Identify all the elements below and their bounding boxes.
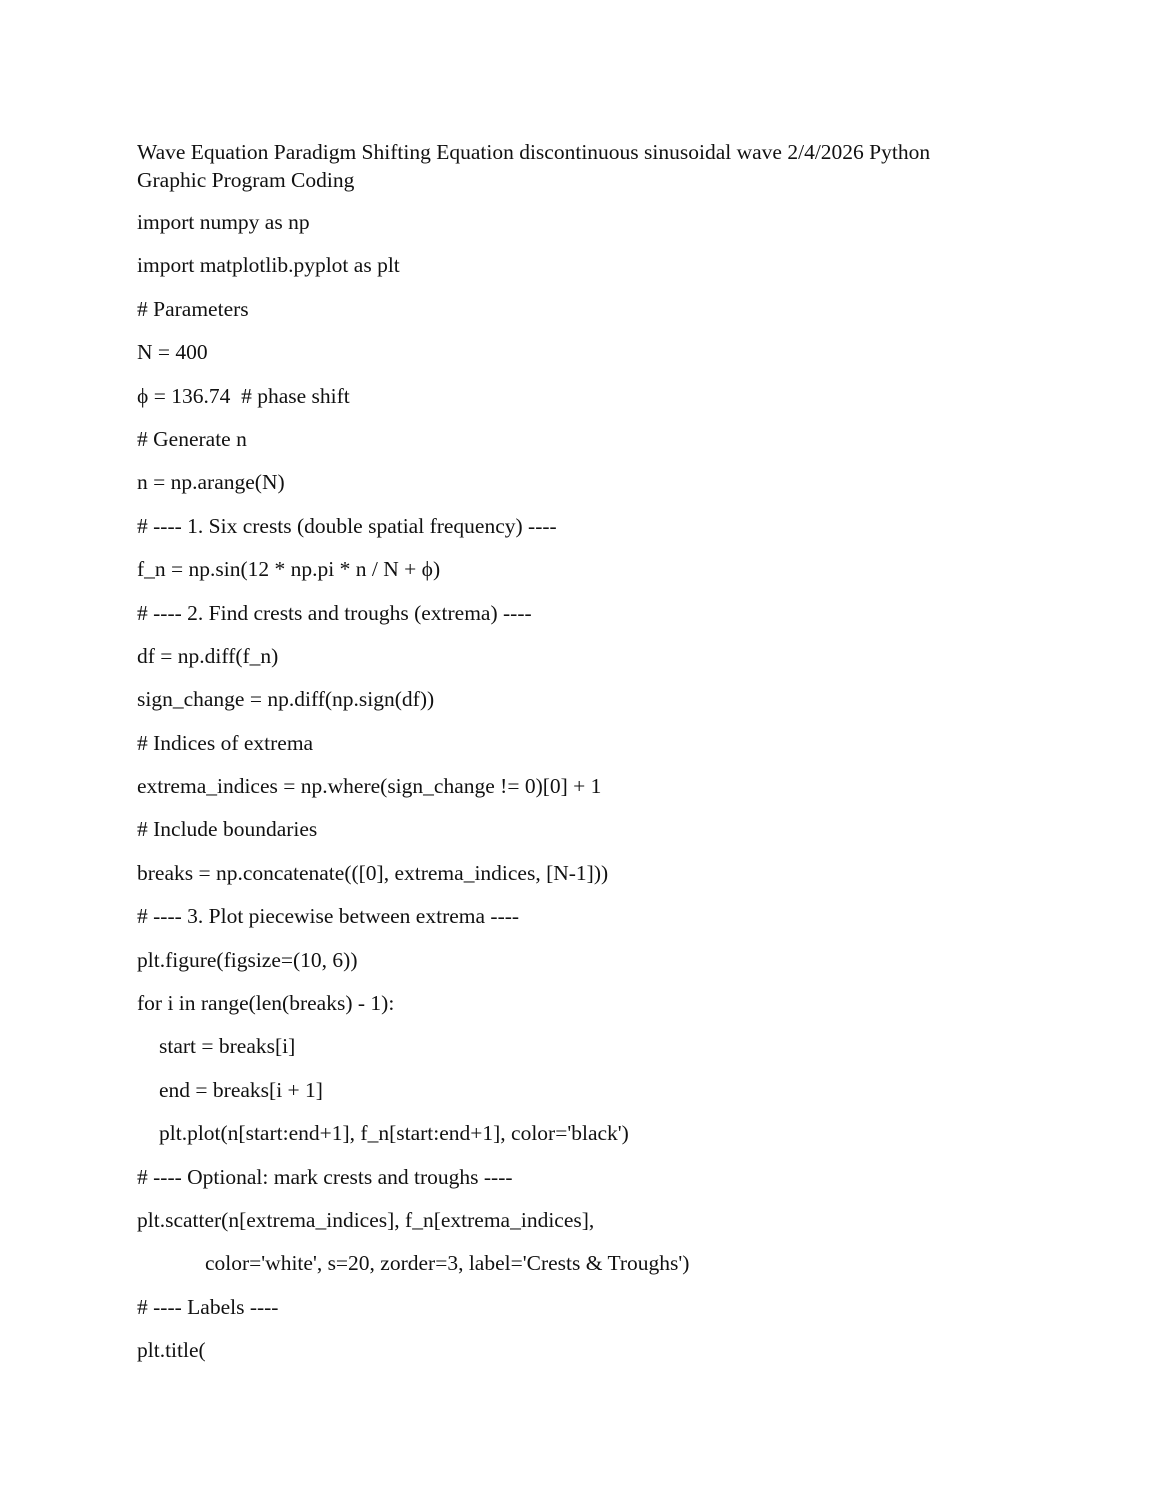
code-comment: # ---- 3. Plot piecewise between extrema ---- [137, 904, 520, 929]
code-line: import matplotlib.pyplot as plt [137, 253, 400, 278]
code-comment: # Include boundaries [137, 817, 318, 842]
code-line: plt.figure(figsize=(10, 6)) [137, 947, 358, 972]
code-comment: # Indices of extrema [137, 730, 314, 755]
code-line: for i in range(len(breaks) - 1): [137, 991, 395, 1016]
code-line: import numpy as np [137, 210, 310, 234]
code-comment: # ---- 1. Six crests (double spatial frequency) ---- [137, 513, 557, 538]
document-title: Wave Equation Paradigm Shifting Equation discontinuous sinusoidal wave 2/4/2026 Python Graphic Program Coding [137, 140, 931, 192]
code-comment: # ---- Labels ---- [137, 1294, 279, 1319]
code-line: plt.scatter(n[extrema_indices], f_n[extrema_indices], [137, 1207, 595, 1232]
code-line: df = np.diff(f_n) [137, 643, 279, 668]
code-line: plt.plot(n[start:end+1], f_n[start:end+1], color='black') [159, 1121, 629, 1146]
code-line: color='white', s=20, zorder=3, label='Crests & Troughs') [205, 1251, 690, 1276]
code-line: breaks = np.concatenate(([0], extrema_indices, [N-1])) [137, 860, 609, 885]
code-line: n = np.arange(N) [137, 470, 285, 495]
document-page [137, 138, 997, 1380]
code-comment: # Parameters [137, 296, 249, 321]
code-line: plt.title( [137, 1338, 206, 1363]
code-comment: # Generate n [137, 426, 247, 451]
code-comment: # ---- 2. Find crests and troughs (extrema) ---- [137, 600, 532, 625]
code-line: N = 400 [137, 340, 208, 365]
code-comment: # ---- Optional: mark crests and troughs ---- [137, 1164, 513, 1189]
code-line: end = breaks[i + 1] [159, 1077, 323, 1102]
code-line: ϕ = 136.74 # phase shift [137, 383, 350, 408]
code-line: f_n = np.sin(12 * np.pi * n / N + ϕ) [137, 557, 441, 582]
code-line: start = breaks[i] [159, 1034, 296, 1059]
code-line: sign_change = np.diff(np.sign(df)) [137, 687, 435, 712]
code-line: extrema_indices = np.where(sign_change != 0)[0] + 1 [137, 774, 602, 799]
